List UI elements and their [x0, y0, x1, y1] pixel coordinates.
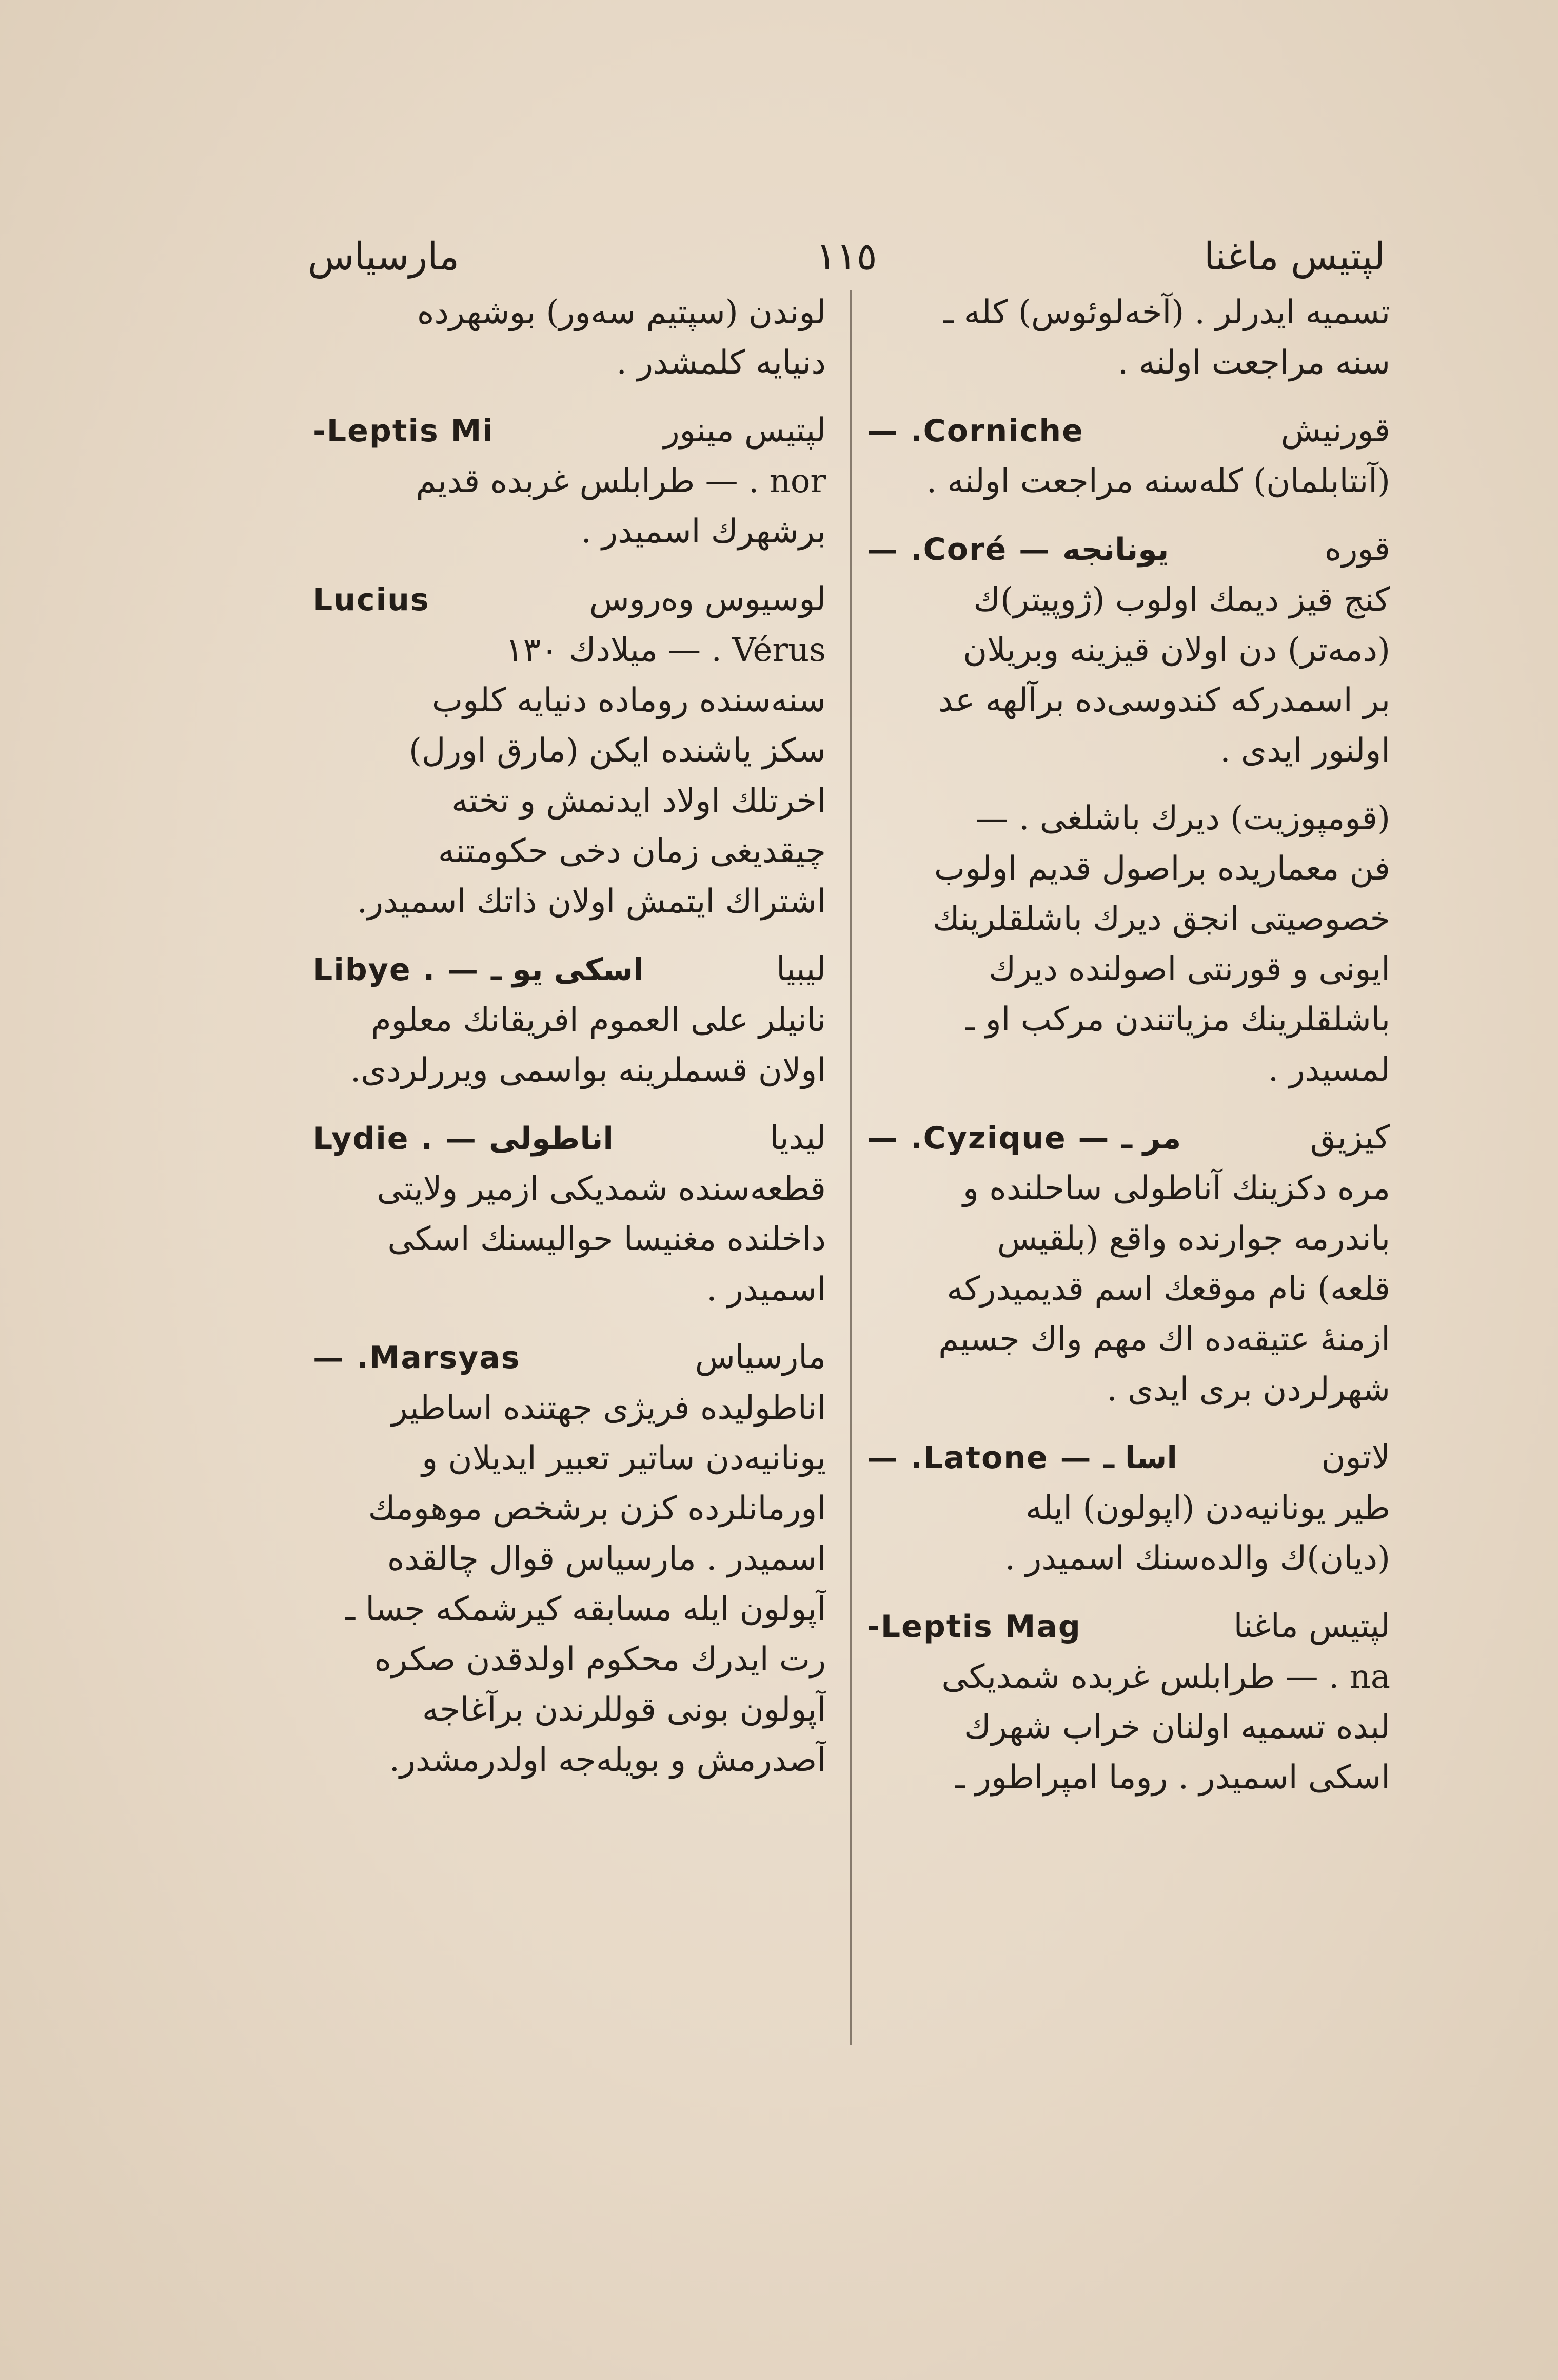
- entry-headword: [313, 1332, 826, 1383]
- entry-line: یونانیه‌دن ساتیر تعبیر ایدیلان و: [422, 1439, 826, 1477]
- headword-latin: -Leptis Mi: [313, 413, 494, 449]
- dictionary-entry: [867, 1432, 1390, 1584]
- entry-line: شهرلردن بری ایدی .: [1107, 1371, 1390, 1409]
- headword-ottoman: لیدیا: [770, 1119, 826, 1157]
- entry-line: سکز یاشنده ایکن (مارق اورل): [408, 732, 826, 770]
- entry-line: اخرتلك اولاد ایدنمش و تخته: [451, 782, 826, 820]
- headword-ottoman: قوره: [1324, 530, 1390, 568]
- entry-line: اشتراك ایتمش اولان ذاتك اسمیدر.: [357, 883, 826, 921]
- entry-headword: [313, 1113, 826, 1164]
- headword-ottoman: لاتون: [1321, 1438, 1390, 1476]
- entry-line: مره دکزینك آناطولی ساحلنده و: [963, 1169, 1390, 1207]
- right-column: [867, 287, 1390, 2114]
- entry-headword: [313, 574, 826, 625]
- entry-line: تسمیه ایدرلر . (آخه‌لوئوس) کله ـ: [943, 294, 1390, 331]
- headword-latin: — .Corniche: [867, 413, 1084, 449]
- column-divider: [850, 290, 852, 2045]
- dictionary-entry: [313, 1332, 826, 1785]
- headword-ottoman: لوسیوس وه‌روس: [589, 580, 826, 618]
- headword-latin: — .Coré — یونانجه: [867, 532, 1169, 568]
- headword-ottoman: قورنیش: [1280, 412, 1390, 450]
- dictionary-entry: [867, 1601, 1390, 1803]
- entry-line: قلعه) نام موقعك اسم قدیمیدرکه: [946, 1270, 1390, 1308]
- entry-line: (دمه‌تر) دن اولان قیزینه وبریلان: [963, 631, 1390, 669]
- entry-headword: [867, 1432, 1390, 1483]
- dictionary-entry: [867, 287, 1390, 388]
- dictionary-entry: [313, 944, 826, 1096]
- entry-line: برشهرك اسمیدر .: [581, 513, 826, 551]
- entry-headword: [867, 405, 1390, 456]
- entry-line: اسمیدر . مارسیاس قوال چالقده: [387, 1540, 826, 1578]
- left-column: [313, 287, 826, 2114]
- entry-headword: [867, 1601, 1390, 1652]
- headword-ottoman: کیزیق: [1310, 1119, 1390, 1157]
- headword-ottoman: مارسیاس: [695, 1338, 826, 1376]
- entry-line: دنیایه کلمشدر .: [616, 344, 826, 382]
- entry-headword: [313, 405, 826, 456]
- headword-latin: Lucius: [313, 582, 430, 618]
- entry-line: قطعه‌سنده شمدیکی ازمیر ولایتی: [377, 1170, 826, 1208]
- header-left-title: مارسیاس: [308, 235, 460, 279]
- entry-headword: [867, 1113, 1390, 1163]
- entry-line: طیر یونانیه‌دن (اپولون) ایله: [1025, 1489, 1390, 1527]
- entry-line: Vérus . — میلادك ١٣٠: [505, 631, 826, 669]
- entry-line: اولان قسملرینه بواسمی ویررلردی.: [350, 1051, 826, 1089]
- entry-line: خصوصیتی انجق دیرك باشلقلرینك: [932, 900, 1390, 938]
- entry-line: اورمانلرده کزن برشخص موهومك: [368, 1490, 826, 1528]
- entry-line: باندرمه جوارنده واقع (بلقیس: [997, 1220, 1390, 1258]
- entry-line: آپولون ایله مسابقه کیرشمکه جسا ـ: [345, 1590, 826, 1628]
- dictionary-entry: [867, 1113, 1390, 1415]
- dictionary-entry: [867, 793, 1390, 1095]
- headword-latin: — .Marsyas: [313, 1340, 521, 1376]
- dictionary-entry: [313, 574, 826, 927]
- entry-line: چیقدیغی زمان دخی حکومتنه: [438, 832, 826, 870]
- dictionary-entry: [313, 1113, 826, 1315]
- headword-ottoman: لپتیس مینور: [663, 412, 826, 450]
- entry-line: سنه مراجعت اولنه .: [1117, 344, 1390, 382]
- headword-ottoman: لپتیس ماغنا: [1233, 1607, 1390, 1645]
- entry-headword: [867, 524, 1390, 575]
- entry-line: سنه‌سنده رومادە دنیایه کلوب: [431, 681, 826, 719]
- entry-line: nor . — طرابلس غربده قدیم: [416, 462, 826, 500]
- entry-line: ازمنهٔ عتیقه‌ده اك مهم واك جسیم: [938, 1320, 1390, 1358]
- entry-line: na . — طرابلس غربده شمدیکی: [941, 1658, 1390, 1696]
- entry-line: اولنور ایدی .: [1220, 732, 1390, 770]
- entry-line: اسمیدر .: [706, 1271, 826, 1309]
- entry-line: ایونی و قورنتی اصولنده دیرك: [989, 950, 1390, 988]
- entry-line: لبده تسمیه اولنان خراب شهرك: [964, 1708, 1390, 1746]
- entry-headword: [313, 944, 826, 995]
- entry-line: اناطولیده فریژی جهتنده اساطیر: [391, 1389, 826, 1427]
- headword-latin: — .Cyzique — مر ـ: [867, 1120, 1181, 1156]
- entry-line: لمسیدر .: [1268, 1051, 1390, 1089]
- entry-line: اسکی اسمیدر . روما امپراطور ـ: [955, 1759, 1390, 1797]
- headword-latin: — .Latone — اسا ـ: [867, 1440, 1177, 1476]
- entry-line: رت ایدرك محکوم اولدقدن صکره: [374, 1641, 826, 1679]
- running-header: [308, 226, 1385, 287]
- entry-line: (قومپوزیت) دیرك باشلغی . —: [975, 799, 1390, 837]
- entry-line: داخلنده مغنیسا حوالیسنك اسکی: [387, 1220, 826, 1258]
- headword-latin: -Leptis Mag: [867, 1609, 1081, 1645]
- entry-line: (دیان)ك والده‌سنك اسمیدر .: [1004, 1539, 1390, 1577]
- page-number: ١١٥: [816, 235, 877, 279]
- header-right-title: لپتیس ماغنا: [1204, 235, 1385, 279]
- dictionary-entry: [867, 524, 1390, 776]
- entry-line: باشلقلرینك مزیاتندن مرکب او ـ: [965, 1001, 1390, 1039]
- entry-line: بر اسمدرکه کندوسی‌ده برآلهه عد: [938, 681, 1390, 719]
- headword-latin: Libye . — اسکی یو ـ: [313, 952, 644, 988]
- entry-line: فن معماریده براصول قدیم اولوب: [934, 850, 1390, 888]
- headword-ottoman: لیبیا: [776, 950, 826, 988]
- entry-line: (آنتابلمان) کله‌سنه مراجعت اولنه .: [926, 462, 1390, 500]
- entry-line: نانیلر علی العموم افریقانك معلوم: [370, 1001, 826, 1039]
- entry-line: کنج قیز دیمك اولوب (ژوپیتر)ك: [973, 581, 1390, 619]
- entry-line: لوندن (سپتیم سه‌ور) بوشهرده: [417, 294, 826, 331]
- entry-line: آصدرمش و بویله‌جه اولدرمشدر.: [389, 1741, 826, 1779]
- dictionary-entry: [313, 405, 826, 557]
- dictionary-entry: [867, 405, 1390, 506]
- entry-line: آپولون بونی قوللرندن برآغاجه: [422, 1691, 826, 1729]
- headword-latin: Lydie . — اناطولی: [313, 1121, 614, 1157]
- dictionary-entry: [313, 287, 826, 388]
